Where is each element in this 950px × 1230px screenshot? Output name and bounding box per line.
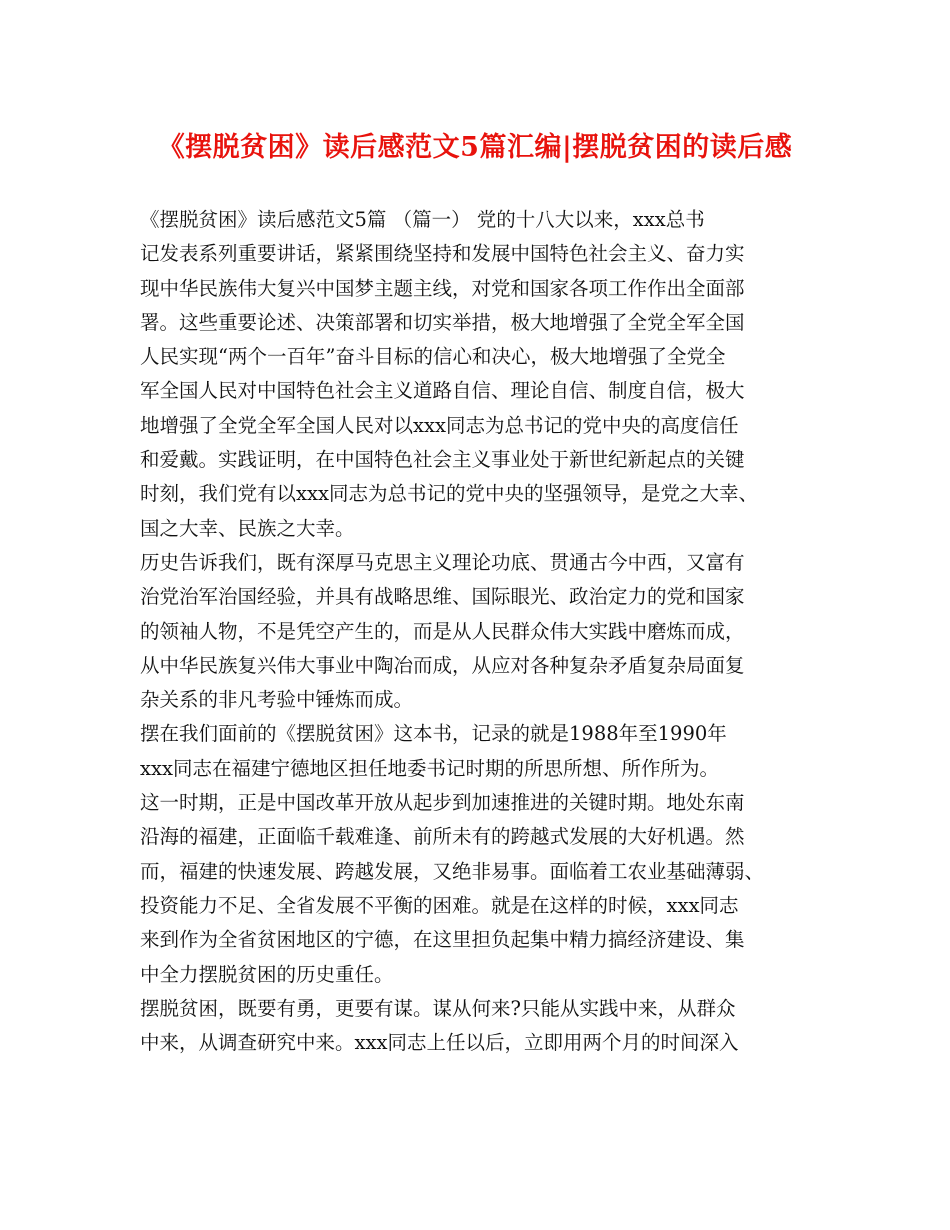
body-line-14: 从中华民族复兴伟大事业中陶冶而成，从应对各种复杂矛盾复杂局面复 [140,653,745,677]
body-line-2: 记发表系列重要讲话，紧紧围绕坚持和发展中国特色社会主义、奋力实 [140,242,745,266]
body-line-3: 现中华民族伟大复兴中国梦主题主线，对党和国家各项工作作出全面部 [140,276,745,300]
body-line-23: 中全力摆脱贫困的历史重任。 [140,962,394,986]
body-line-21: 投资能力不足、全省发展不平衡的困难。就是在这样的时候，xxx同志 [140,893,739,917]
document-body [140,203,820,1060]
body-line-6: 军全国人民对中国特色社会主义道路自信、理论自信、制度自信，极大 [140,379,745,403]
body-line-5: 人民实现“两个一百年”奋斗目标的信心和决心，极大地增强了全党全 [140,345,726,369]
body-line-8: 和爱戴。实践证明，在中国特色社会主义事业处于新世纪新起点的关键 [140,448,745,472]
body-line-25: 中来，从调查研究中来。xxx同志上任以后，立即用两个月的时间深入 [140,1031,739,1055]
body-line-15: 杂关系的非凡考验中锤炼而成。 [140,688,414,712]
body-line-22: 来到作为全省贫困地区的宁德，在这里担负起集中精力搞经济建设、集 [140,928,745,952]
body-line-18: 这一时期，正是中国改革开放从起步到加速推进的关键时期。地处东南 [140,791,745,815]
body-line-9: 时刻，我们党有以xxx同志为总书记的党中央的坚强领导，是党之大幸、 [140,482,758,506]
document-title: 《摆脱贫困》读后感范文5篇汇编|摆脱贫困的读后感 [157,132,793,163]
body-line-1: 《摆脱贫困》读后感范文5篇 （篇一） 党的十八大以来，xxx总书 [140,208,705,231]
body-line-4: 署。这些重要论述、决策部署和切实举措，极大地增强了全党全军全国 [140,310,745,334]
body-line-19: 沿海的福建，正面临千载难逢、前所未有的跨越式发展的大好机遇。然 [140,825,745,849]
body-line-12: 治党治军治国经验，并具有战略思维、国际眼光、政治定力的党和国家 [140,585,745,609]
body-line-20: 而，福建的快速发展、跨越发展，又绝非易事。面临着工农业基础薄弱、 [140,859,765,883]
body-line-13: 的领袖人物，不是凭空产生的，而是从人民群众伟大实践中磨炼而成， [140,619,745,643]
body-line-11: 历史告诉我们，既有深厚马克思主义理论功底、贯通古今中西，又富有 [140,550,745,574]
body-line-24: 摆脱贫困，既要有勇，更要有谋。谋从何来?只能从实践中来，从群众 [140,996,736,1020]
body-line-7: 地增强了全党全军全国人民对以xxx同志为总书记的党中央的高度信任 [140,413,739,437]
body-line-16: 摆在我们面前的《摆脱贫困》这本书，记录的就是1988年至1990年 [140,722,727,746]
body-line-10: 国之大幸、民族之大幸。 [140,516,355,540]
body-line-17: xxx同志在福建宁德地区担任地委书记时期的所思所想、所作所为。 [140,756,719,780]
